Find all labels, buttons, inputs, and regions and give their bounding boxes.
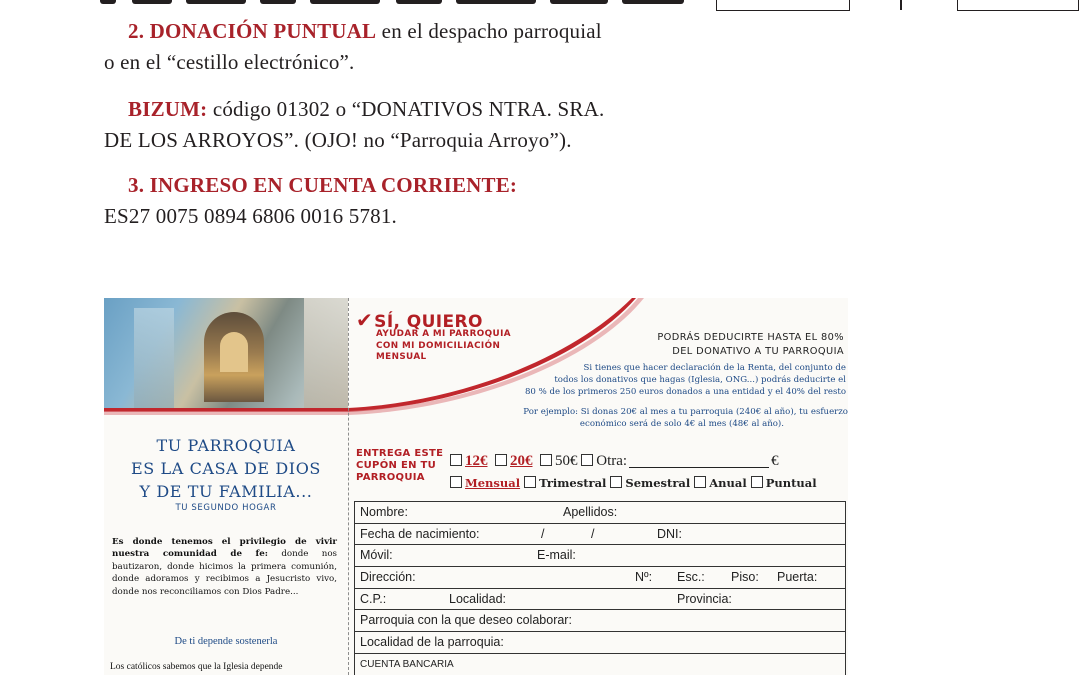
left-subtitle: TU SEGUNDO HOGAR (175, 503, 277, 513)
amount-other-input[interactable] (629, 453, 769, 468)
freq-anual-checkbox[interactable] (694, 476, 706, 488)
form-row-localidad-parroquia[interactable] (355, 632, 845, 654)
iban-text: ES27 0075 0894 6806 0016 5781. (104, 204, 398, 228)
check-icon: ✔ (356, 308, 374, 332)
renta-line: 80 % de los primeros 250 euros donados a una entidad y el 40% del resto (524, 387, 846, 398)
podras-line: DEL DONATIVO A TU PARROQUIA (672, 346, 844, 357)
date-slash: / (541, 526, 545, 541)
freq-anual-label: Anual (709, 476, 747, 490)
freq-mensual-checkbox[interactable] (450, 476, 462, 488)
form-row-parroquia[interactable] (355, 610, 845, 632)
parroquia-label: Parroquia con la que deseo colaborar: (360, 613, 572, 628)
freq-mensual-label: Mensual (465, 476, 521, 490)
amount-12-label: 12€ (465, 453, 488, 469)
amount-other-checkbox[interactable] (581, 454, 593, 466)
ayudar-line: MENSUAL (376, 352, 427, 362)
ejemplo-line: Por ejemplo: Si donas 20€ al mes a tu parroquia (240€ al año), tu esfuerzo (523, 407, 848, 417)
email-label: E-mail: (537, 548, 576, 563)
ayudar-text (376, 329, 546, 364)
paragraph-bizum (104, 94, 604, 156)
fecha-label: Fecha de nacimiento: (360, 526, 480, 541)
left-title-line: Y DE TU FAMILIA... (139, 482, 313, 501)
donacion-heading: 2. DONACIÓN PUNTUAL (128, 19, 377, 43)
donacion-text: en el despacho parroquial (376, 19, 602, 43)
date-slash: / (591, 526, 595, 541)
ejemplo-text (404, 406, 848, 430)
piso-label: Piso: (731, 570, 759, 585)
podras-line: PODRÁS DEDUCIRTE HASTA EL 80% (657, 332, 844, 343)
form-row-direccion[interactable] (355, 567, 845, 589)
puerta-label: Puerta: (777, 570, 818, 585)
cropped-mark (900, 0, 902, 10)
freq-trimestral-label: Trimestral (539, 476, 607, 490)
provincia-label: Provincia: (677, 591, 732, 606)
bizum-text-2: DE LOS ARROYOS”. (OJO! no “Parroquia Arroyo”). (104, 128, 572, 152)
cuenta-label: CUENTA BANCARIA (360, 658, 454, 670)
cropped-frame (957, 0, 1079, 11)
form-row-movil[interactable] (355, 545, 845, 567)
freq-semestral-checkbox[interactable] (610, 476, 622, 488)
direccion-label: Dirección: (360, 570, 416, 585)
freq-puntual-label: Puntual (765, 476, 817, 490)
cropped-frame (716, 0, 850, 11)
left-title (104, 434, 348, 503)
left-body-text (112, 536, 337, 598)
euro-sign: € (771, 453, 779, 469)
movil-label: Móvil: (360, 548, 393, 563)
amount-50-checkbox[interactable] (540, 454, 552, 466)
amount-12-checkbox[interactable] (450, 454, 462, 466)
ayudar-line: AYUDAR A MI PARROQUIA (376, 329, 511, 339)
ingreso-heading: 3. INGRESO EN CUENTA CORRIENTE: (128, 173, 518, 197)
donacion-text-2: o en el “cestillo electrónico”. (104, 50, 355, 74)
left-body-bold: Es donde tenemos el privilegio de vivir nuestra comunidad de fe: (112, 537, 337, 560)
cp-label: C.P.: (360, 591, 387, 606)
podras-text (556, 331, 844, 359)
left-depend-text: De ti depende sostenerla (174, 636, 278, 647)
amount-other-label: Otra: (596, 453, 628, 469)
nombre-label: Nombre: (360, 505, 408, 519)
cropped-text-line (100, 0, 700, 6)
donor-form (354, 501, 846, 675)
renta-line: todos los donativos que hagas (Iglesia, ONG...) podrás deducirte el (554, 375, 846, 386)
paragraph-donacion (104, 16, 602, 78)
amount-options (450, 453, 779, 470)
left-body-rest: donde nos bautizaron, donde hicimos la primera comunión, donde adoramos y recibimos a Jesucristo vivo, donde nos reconciliamos con Dios Padre... (112, 549, 338, 597)
localidad-parroquia-label: Localidad de la parroquia: (360, 635, 504, 650)
form-row-cuenta[interactable] (355, 654, 845, 675)
renta-text (476, 362, 846, 399)
localidad-label: Localidad: (449, 591, 506, 606)
form-row-cp[interactable] (355, 589, 845, 611)
entrega-label (356, 448, 446, 484)
left-catolicos-text: Los católicos sabemos que la Iglesia depende (110, 662, 283, 672)
frequency-options (450, 476, 817, 490)
freq-puntual-checkbox[interactable] (751, 476, 763, 488)
donation-coupon (104, 298, 848, 675)
amount-20-label: 20€ (510, 453, 533, 469)
renta-line: Si tienes que hacer declaración de la Renta, del conjunto de (583, 363, 846, 373)
amount-20-checkbox[interactable] (495, 454, 507, 466)
cut-line (348, 298, 349, 675)
form-row-fecha[interactable] (355, 524, 845, 546)
escalera-label: Esc.: (677, 570, 705, 585)
dni-label: DNI: (657, 526, 682, 541)
ayudar-line: CON MI DOMICILIACIÓN (376, 340, 501, 351)
form-row-nombre[interactable] (355, 502, 845, 524)
entrega-line: PARROQUIA (356, 472, 425, 483)
paragraph-ingreso (104, 170, 517, 232)
entrega-line: CUPÓN EN TU (356, 460, 437, 471)
ejemplo-line: económico será de solo 4€ al mes (48€ al año). (579, 419, 784, 430)
left-title-line: TU PARROQUIA (156, 436, 296, 455)
bizum-text: código 01302 o “DONATIVOS NTRA. SRA. (207, 97, 605, 121)
numero-label: Nº: (635, 570, 653, 585)
bizum-heading: BIZUM: (128, 97, 208, 121)
freq-semestral-label: Semestral (625, 476, 691, 490)
entrega-line: ENTREGA ESTE (356, 448, 444, 459)
left-title-line: ES LA CASA DE DIOS (130, 459, 321, 478)
amount-50-label: 50€ (555, 453, 578, 469)
apellidos-label: Apellidos: (563, 505, 618, 519)
freq-trimestral-checkbox[interactable] (524, 476, 536, 488)
si-quiero-label: SÍ, QUIERO (374, 312, 483, 332)
